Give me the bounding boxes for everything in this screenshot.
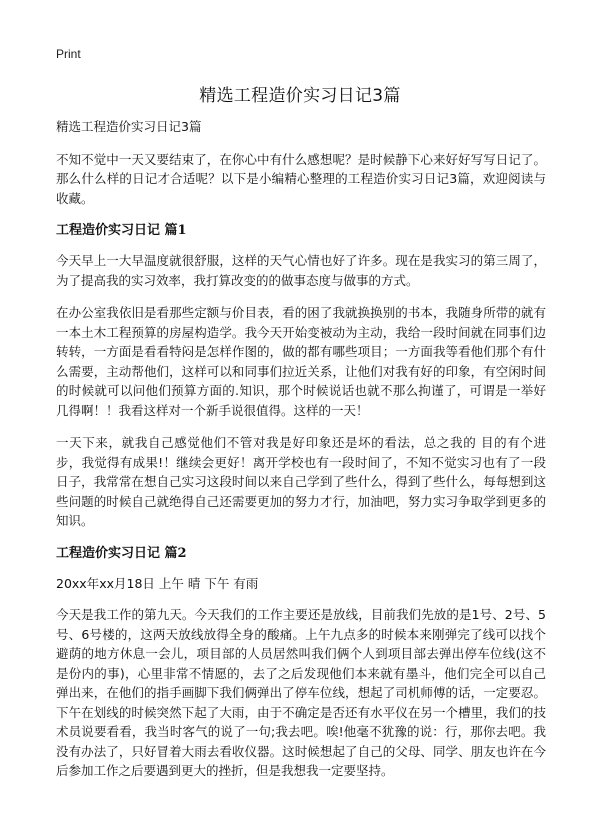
section-1-paragraph-1: 今天早上一大早温度就很舒服，这样的天气心情也好了许多。现在是我实习的第三周了，为了提高我的实习效率，我打算改变的的做事态度与做事的方式。: [56, 253, 546, 288]
intro-paragraph: 不知不觉中一天又要结束了，在你心中有什么感想呢？是时候静下心来好好写写日记了。那么什么样的日记才合适呢？以下是小编精心整理的工程造价实习日记3篇，欢迎阅读与收藏。: [56, 151, 546, 206]
document-title: 精选工程造价实习日记3篇: [199, 86, 401, 106]
section-1-paragraph-3: 一天下来，就我自己感觉他们不管对我是好印象还是坏的看法，总之我的 目的有个进步，我觉得有成果!！继续会更好！离开学校也有一段时间了，不知不觉实习也有了一段日子，我常常在想自己实习这段时间以来自己学到了些什么，得到了些什么，每每想到这些问题的时候自己就绝得自己还需要更加的努力才行，加油吧，努力实习争取学到更多的知识。: [56, 435, 546, 528]
section-heading-1: 工程造价实习日记 篇1: [56, 223, 187, 238]
document-subtitle: 精选工程造价实习日记3篇: [56, 119, 202, 134]
document-body: [56, 117, 546, 794]
section-heading-2: 工程造价实习日记 篇2: [56, 545, 187, 561]
section-1-paragraph-2: 在办公室我依旧是看那些定额与价目表，看的困了我就换换别的书本，我随身所带的就有一本土木工程预算的房屋构造学。我今天开始变被动为主动，我给一段时间就在同事们边转转，一方面是看看特闷是怎样作图的，做的都有哪些项目；一方面我等看他们那个有什么需要，主动帮他们，这样可以和同事们拉近关系，让他们对我有好的印象，有空闲时间的时候就可以问他们预算方面的.知识，那个时候说话也就不那么拘谨了，可谓是一举好几得啊！！我看这样对一个新手说很值得。这样的一天！: [56, 305, 546, 418]
print-link[interactable]: Print: [56, 47, 81, 61]
section-2-date-line: 20xx年xx月18日 上午 晴 下午 有雨: [56, 575, 259, 591]
section-2-paragraph-1: 今天是我工作的第九天。今天我们的工作主要还是放线，目前我们先放的是1号、2号、5号、6号楼的，这两天放线放得全身的酸痛。上午九点多的时候本来刚弹完了线可以找个避荫的地方休息一会儿，项目部的人员居然叫我们俩个人到项目部去弹出停车位线(这不是份内的事)，心里非常不情愿的，去了之后发现他们本来就有墨斗，他们完全可以自己弹出来，在他们的指手画脚下我们俩弹出了停车位线，想起了司机师傅的话，一定要忍。下午在划线的时候突然下起了大雨，由于不确定是否还有水平仪在另一个槽里，我们的技术员说要看看，我当时客气的说了一句;我去吧。唉!他毫不犹豫的说：行，那你去吧。我没有办法了，只好冒着大雨去看收仪器。这时候想起了自己的父母、同学、朋友也许在今后参加工作之后要遇到更大的挫折，但是我想我一定要坚持。: [56, 607, 546, 778]
